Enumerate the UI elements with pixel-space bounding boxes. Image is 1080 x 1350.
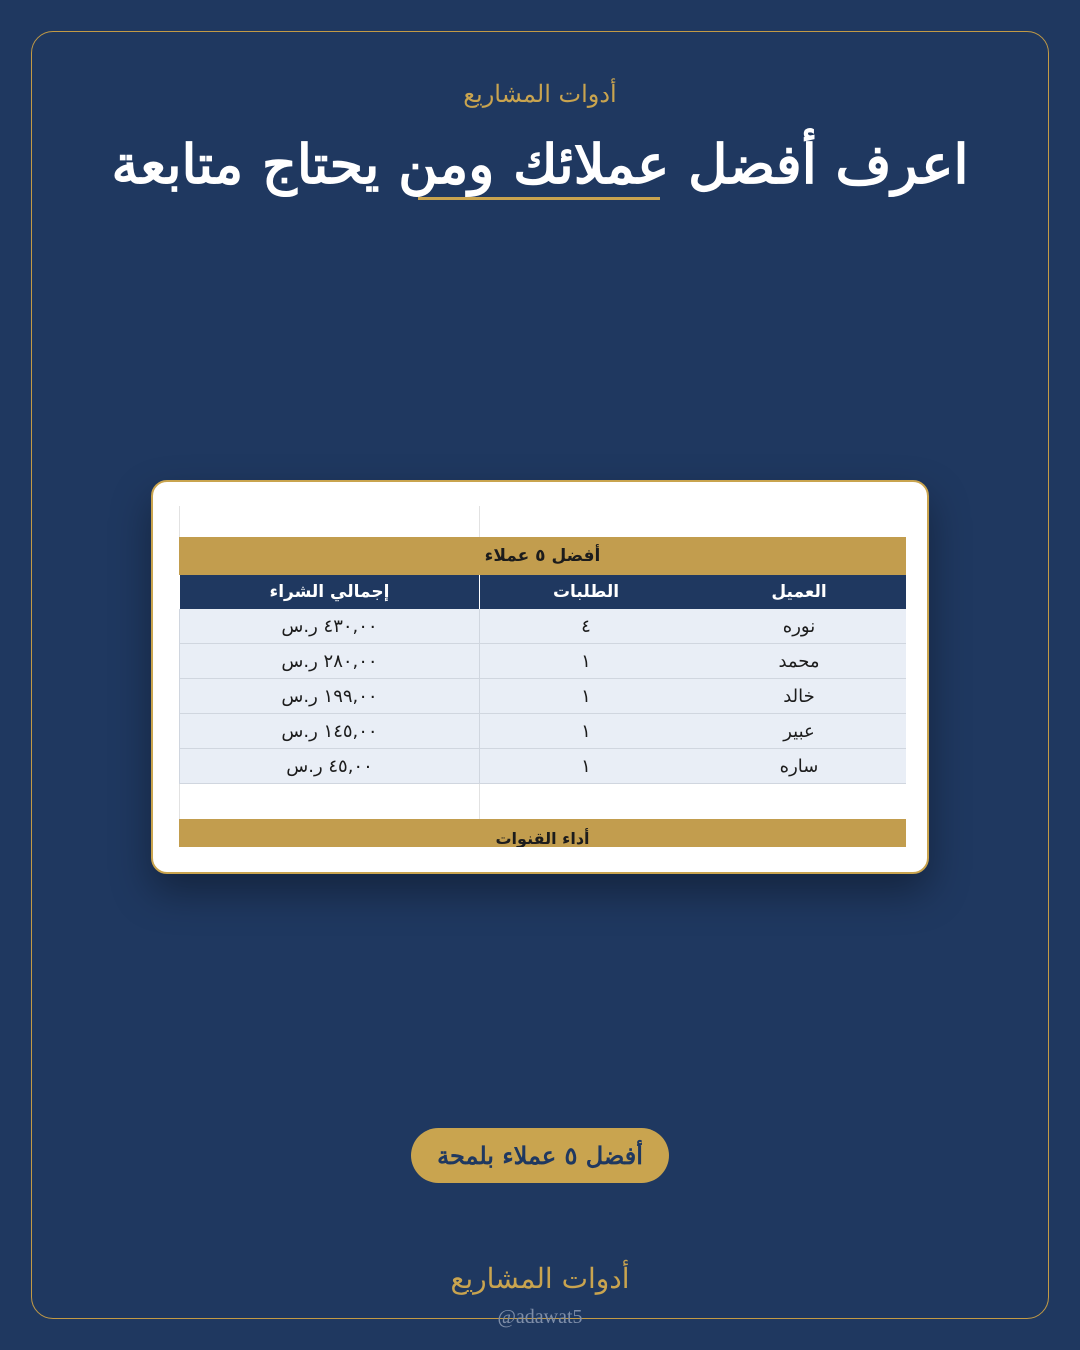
table-row — [179, 749, 906, 784]
blank-row — [179, 784, 906, 819]
next-section-title-band: أداء القنوات — [179, 819, 906, 847]
orders-cell: ١ — [479, 679, 692, 714]
total-cell: ١٩٩,٠٠ ر.س — [179, 679, 479, 714]
empty-cell — [179, 784, 479, 819]
table-row — [179, 644, 906, 679]
footer-brand: أدوات المشاريع — [450, 1262, 630, 1295]
column-header-total: إجمالي الشراء — [179, 575, 479, 609]
column-header-orders: الطلبات — [479, 575, 692, 609]
table-row — [179, 609, 906, 644]
title-underline — [418, 197, 660, 200]
customer-cell: خالد — [692, 679, 906, 714]
table-header-row — [179, 575, 906, 609]
orders-cell: ١ — [479, 749, 692, 784]
page-title: اعرف أفضل عملائك ومن يحتاج متابعة — [111, 132, 969, 196]
blank-row — [179, 506, 906, 537]
table-row — [179, 679, 906, 714]
customer-cell: نوره — [692, 609, 906, 644]
orders-cell: ١ — [479, 714, 692, 749]
total-cell: ٤٣٠,٠٠ ر.س — [179, 609, 479, 644]
column-header-customer: العميل — [692, 575, 906, 609]
empty-cell — [479, 784, 692, 819]
sheet-screenshot-card — [151, 480, 929, 874]
table-row — [179, 714, 906, 749]
total-cell: ٢٨٠,٠٠ ر.س — [179, 644, 479, 679]
empty-cell — [692, 784, 906, 819]
empty-cell — [179, 506, 479, 537]
total-cell: ٤٥,٠٠ ر.س — [179, 749, 479, 784]
spreadsheet — [179, 506, 906, 847]
orders-cell: ٤ — [479, 609, 692, 644]
orders-cell: ١ — [479, 644, 692, 679]
empty-cell — [692, 506, 906, 537]
customer-cell: محمد — [692, 644, 906, 679]
section-title-band: أفضل ٥ عملاء — [179, 537, 906, 575]
customer-cell: ساره — [692, 749, 906, 784]
kicker-brand: أدوات المشاريع — [463, 80, 617, 108]
total-cell: ١٤٥,٠٠ ر.س — [179, 714, 479, 749]
empty-cell — [479, 506, 692, 537]
footer-handle: @adawat5 — [497, 1306, 583, 1328]
caption-badge: أفضل ٥ عملاء بلمحة — [411, 1128, 669, 1183]
customer-cell: عبير — [692, 714, 906, 749]
